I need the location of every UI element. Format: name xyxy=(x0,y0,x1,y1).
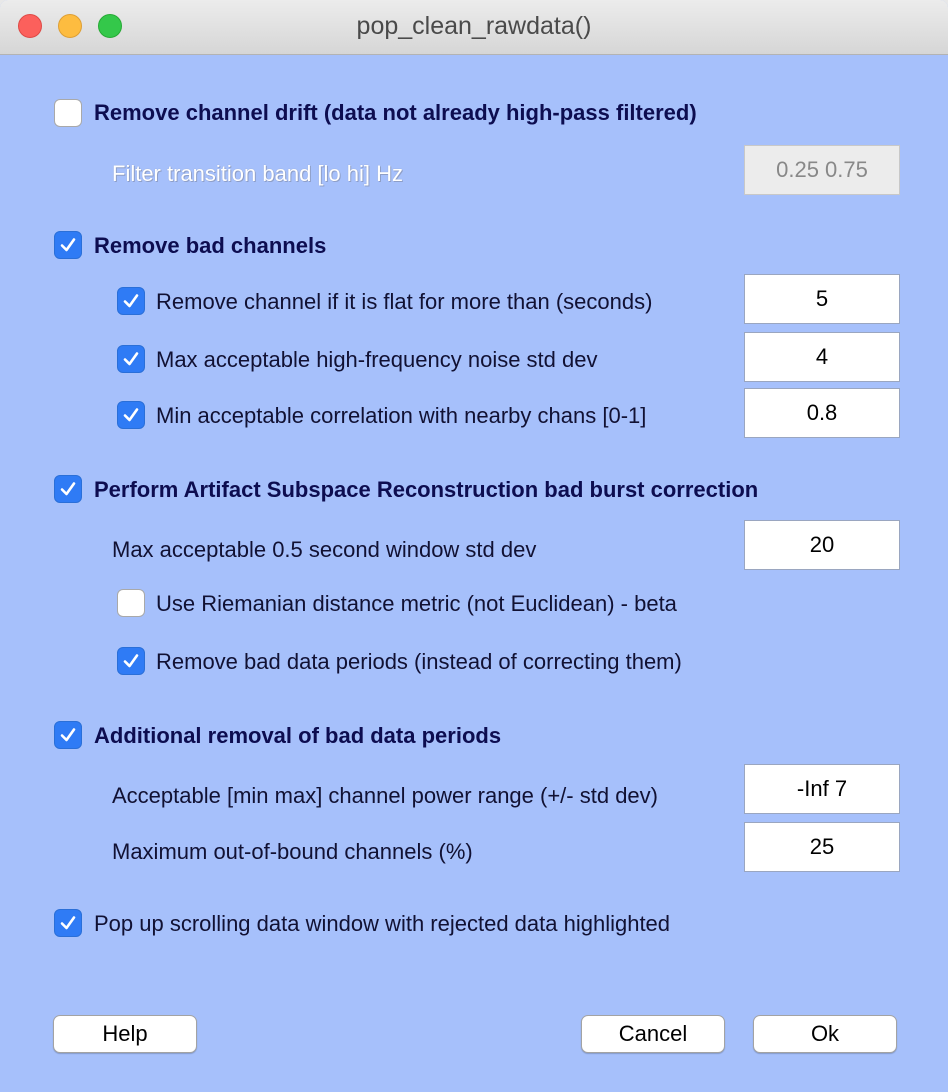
popup-window-checkbox[interactable] xyxy=(54,909,82,937)
title-bar xyxy=(0,0,948,55)
correlation-input[interactable]: 0.8 xyxy=(744,388,900,438)
asr-label: Perform Artifact Subspace Reconstruction bad burst correction xyxy=(94,477,759,502)
asr-checkbox[interactable] xyxy=(54,475,82,503)
ok-button[interactable]: Ok xyxy=(753,1015,897,1053)
checkmark-icon xyxy=(122,350,140,368)
checkmark-icon xyxy=(59,726,77,744)
checkmark-icon xyxy=(122,406,140,424)
cancel-button[interactable]: Cancel xyxy=(581,1015,725,1053)
additional-removal-label: Additional removal of bad data periods xyxy=(94,723,502,748)
checkmark-icon xyxy=(122,652,140,670)
correlation-label: Min acceptable correlation with nearby chans [0-1] xyxy=(156,403,647,428)
flat-channel-checkbox[interactable] xyxy=(117,287,145,315)
help-button[interactable]: Help xyxy=(53,1015,197,1053)
checkmark-icon xyxy=(59,914,77,932)
checkmark-icon xyxy=(59,480,77,498)
flat-channel-label: Remove channel if it is flat for more than (seconds) xyxy=(156,289,653,314)
noise-label: Max acceptable high-frequency noise std dev xyxy=(156,347,598,372)
checkmark-icon xyxy=(59,236,77,254)
flat-channel-input[interactable]: 5 xyxy=(744,274,900,324)
filter-band-label: Filter transition band [lo hi] Hz xyxy=(112,161,404,186)
riemann-label: Use Riemanian distance metric (not Euclidean) - beta xyxy=(156,591,677,616)
checkmark-icon xyxy=(122,292,140,310)
popup-window-label: Pop up scrolling data window with rejected data highlighted xyxy=(94,911,671,936)
asr-window-label: Max acceptable 0.5 second window std dev xyxy=(112,537,537,562)
bad-channels-checkbox[interactable] xyxy=(54,231,82,259)
out-of-bound-label: Maximum out-of-bound channels (%) xyxy=(112,839,473,864)
out-of-bound-input[interactable]: 25 xyxy=(744,822,900,872)
additional-removal-checkbox[interactable] xyxy=(54,721,82,749)
drift-label: Remove channel drift (data not already high-pass filtered) xyxy=(94,100,697,125)
riemann-checkbox[interactable] xyxy=(117,589,145,617)
bad-channels-label: Remove bad channels xyxy=(94,233,327,258)
window-title: pop_clean_rawdata() xyxy=(356,12,592,40)
filter-band-input[interactable]: 0.25 0.75 xyxy=(744,145,900,195)
power-range-input[interactable]: -Inf 7 xyxy=(744,764,900,814)
remove-periods-checkbox[interactable] xyxy=(117,647,145,675)
asr-window-input[interactable]: 20 xyxy=(744,520,900,570)
power-range-label: Acceptable [min max] channel power range (+/- std dev) xyxy=(112,783,658,808)
drift-checkbox[interactable] xyxy=(54,99,82,127)
remove-periods-label: Remove bad data periods (instead of correcting them) xyxy=(156,649,682,674)
noise-checkbox[interactable] xyxy=(117,345,145,373)
noise-input[interactable]: 4 xyxy=(744,332,900,382)
correlation-checkbox[interactable] xyxy=(117,401,145,429)
